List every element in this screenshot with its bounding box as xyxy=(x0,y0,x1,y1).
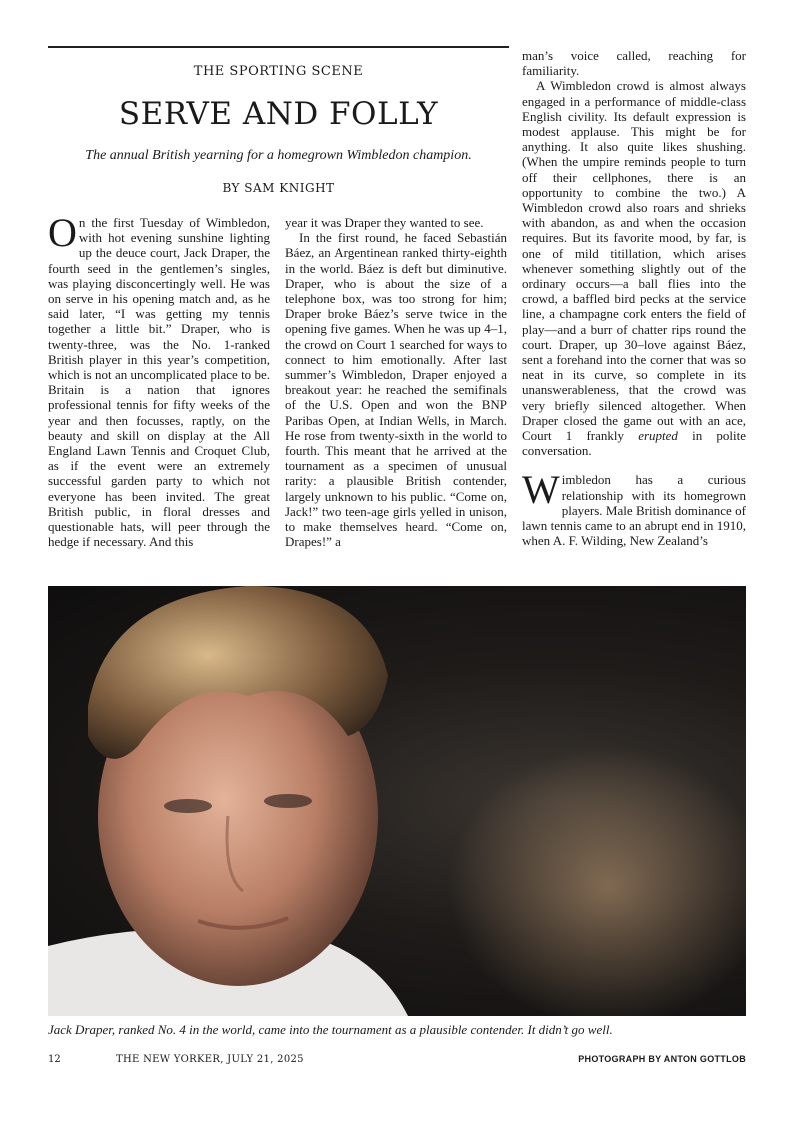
page-number: 12 xyxy=(48,1054,61,1065)
body-column-2 xyxy=(285,215,507,549)
emphasis: erupted xyxy=(638,428,678,444)
photo-credit: PHOTOGRAPH BY ANTON GOTTLOB xyxy=(578,1054,746,1064)
paragraph xyxy=(522,467,746,549)
byline: BY SAM KNIGHT xyxy=(222,181,335,195)
paragraph: man’s voice called, reaching for familiarity. xyxy=(522,48,746,79)
drop-cap: W xyxy=(522,467,560,513)
paragraph: year it was Draper they wanted to see. xyxy=(285,215,484,230)
drop-cap: O xyxy=(48,210,77,255)
header-rule xyxy=(48,46,509,48)
paragraph xyxy=(48,210,270,550)
article-photo xyxy=(48,586,746,1016)
paragraph-text: in polite conversation. xyxy=(522,428,747,459)
article-dek: The annual British yearning for a homegrown Wimbledon champion. xyxy=(85,148,472,163)
portrait-illustration xyxy=(48,586,746,1016)
magazine-issue: THE NEW YORKER, JULY 21, 2025 xyxy=(116,1054,304,1065)
section-rubric: THE SPORTING SCENE xyxy=(193,64,364,79)
paragraph xyxy=(522,78,746,458)
paragraph: In the first round, he faced Sebastián Báez, an Argentinean ranked thirty-eighth in the world. Báez is deft but diminutive. Draper, who is about the size of a telephone box, was too strong for him; Draper broke Báez’s serve twice in the opening five games. When he was up 4–1, the crowd on Court 1 searched for ways to connect to him emotionally. After last summer’s Wimbledon, Draper enjoyed a breakout year: he reached the semifinals of the U.S. Open and won the BNP Paribas Open, at Indian Wells, in March. He rose from twenty-sixth in the world to fourth. This meant that he arrived at the tournament as a specimen of unusual rarity: a plausible British contender, largely unknown to his public. “Come on, Jack!” two teen-age girls yelled in unison, to make themselves heard. “Come on, Drapes!” a xyxy=(285,230,507,550)
article-headline: SERVE AND FOLLY xyxy=(118,96,439,132)
paragraph-text: imbledon has a curious relationship with its homegrown players. Male British dominance of lawn tennis came to an abrupt end in 1910, when A. F. Wilding, New Zealand’s xyxy=(522,472,746,549)
photo-caption: Jack Draper, ranked No. 4 in the world, came into the tournament as a plausible contender. It didn’t go well. xyxy=(48,1022,613,1037)
paragraph-text: n the first Tuesday of Wimbledon, with hot evening sunshine lighting up the deuce court, Jack Draper, the fourth seed in the gentlemen’s singles, was playing disconcertingly well. He was on serve in his opening match and, as he said later, “I was getting my tennis together a little bit.” Draper, who is twenty-three, was the No. 1-ranked British player in this year’s competition, which is not an uncomplicated place to be. Britain is a nation that ignores professional tennis for fifty weeks of the year and then focusses, raptly, on the beauty and skill on display at the All England Lawn Tennis and Croquet Club, as if the event were an extremely successful garden party to which not everyone has been invited. The great British public, in floral dresses and questionable hats, will peer through the hedge if necessary. And this xyxy=(48,215,270,550)
body-column-3 xyxy=(522,48,746,549)
body-column-1 xyxy=(48,210,270,550)
paragraph-text: A Wimbledon crowd is almost always engaged in a performance of middle-class English civility. Its default expression is modest applause. This might be for anything. It also quite likes shushing. (When the umpire reminds people to turn off their cellphones, there is an opportunity to combine the two.) A Wimbledon crowd also roars and shrieks with abandon, as and when the occasion requires. But its favorite mood, by far, is one of mild titillation, which arises whenever something slightly out of the ordinary occurs—a ball flies into the crowd, a baffled bird pecks at the service line, a champagne cork enters the field of play—and a burr of chatter rips round the court. Draper, up 30–love against Báez, sent a forehand into the corner that was so neat in its curve, so complete in its unanswerableness, that the crowd was very briefly silenced altogether. When Draper closed the game out with an ace, Court 1 frankly xyxy=(522,78,746,444)
